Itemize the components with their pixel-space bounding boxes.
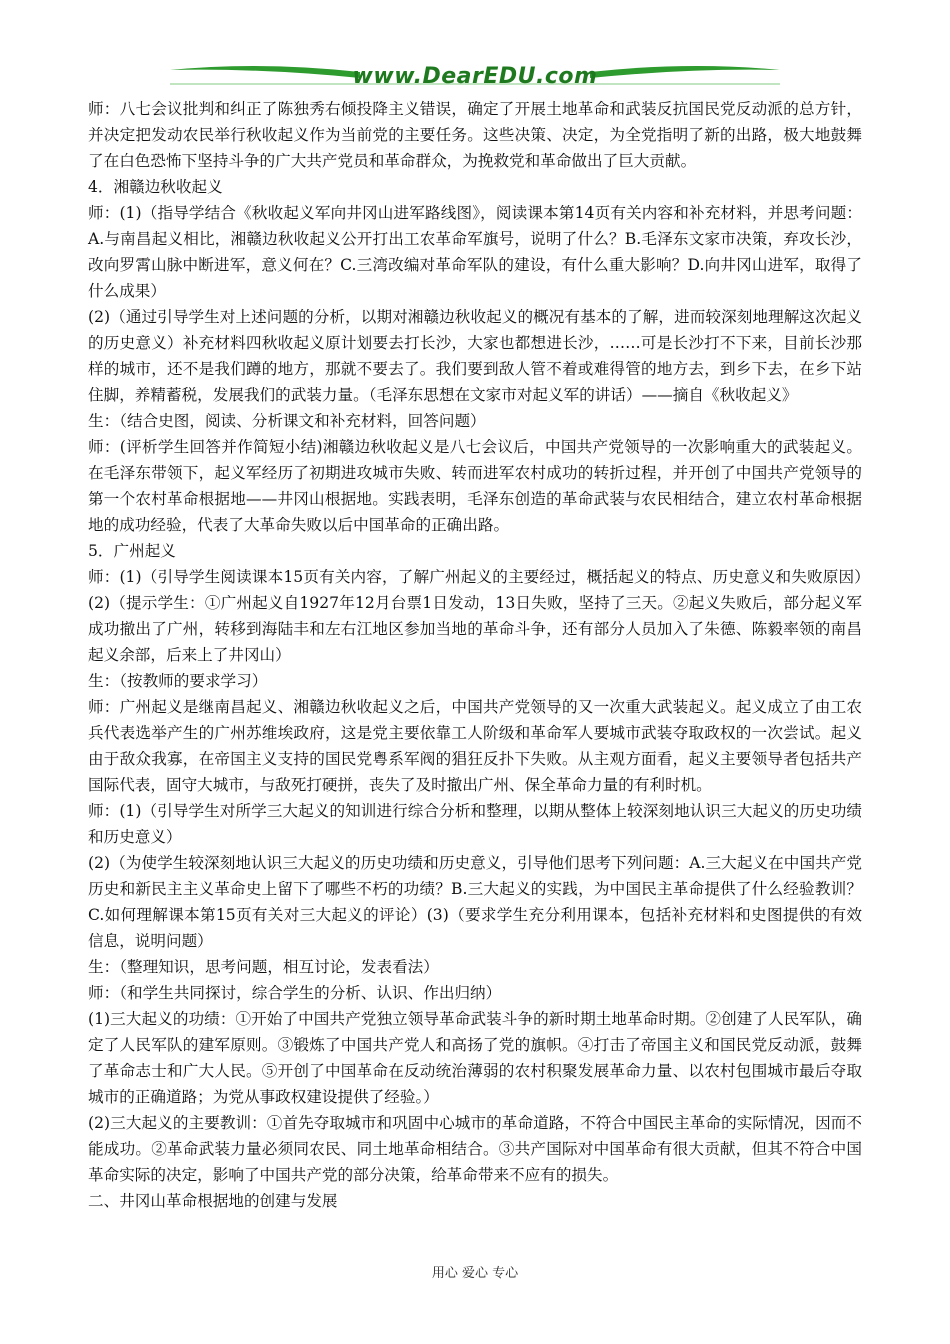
page-footer: 用心 爱心 专心 [431,1266,519,1281]
section-heading: 5．广州起义 [88,542,176,560]
paragraph: 生：（结合史图，阅读、分析课文和补充材料，回答问题） [88,412,486,430]
paragraph: (1)三大起义的功绩：①开始了中国共产党独立领导革命武装斗争的新时期土地革命时期。②创建了人民军队，确定了人民军队的建军原则。③锻炼了中国共产党人和高扬了党的旗帜。④打击了帝国主义和国民党反动派，鼓舞了革命志士和广大人民。⑤开创了中国革命在反动统治薄弱的农村积聚发展革命力量、以农村包围城市最后夺取城市的正确道路；为党从事政权建设提供了经验。） [88,1010,862,1106]
paragraph: 师：(1)（指导学结合《秋收起义军向井冈山进军路线图》，阅读课本第14页有关内容和补充材料，并思考问题：A.与南昌起义相比，湘赣边秋收起义公开打出工农革命军旗号，说明了什么？B.毛泽东文家市决策，弃攻长沙，改向罗霄山脉中断进军，意义何在？C.三湾改编对革命军队的建设，有什么重大影响？D.向井冈山进军，取得了什么成果） [88,204,862,300]
paragraph: 生：（按教师的要求学习） [88,672,268,690]
paragraph: (2)（为使学生较深刻地认识三大起义的历史功绩和历史意义，引导他们思考下列问题：A.三大起义在中国共产党历史和新民主主义革命史上留下了哪些不朽的功绩？B.三大起义的实践，为中国民主革命提供了什么经验教训？C.如何理解课本第15页有关对三大起义的评论）(3)（要求学生充分利用课本，包括补充材料和史图提供的有效信息，说明问题） [88,854,862,950]
document-body [88,96,862,1214]
paragraph: 生：（整理知识，思考问题，相互讨论，发表看法） [88,958,439,976]
section-heading: 4．湘赣边秋收起义 [88,178,223,196]
paragraph: 师：(评析学生回答并作简短小结)湘赣边秋收起义是八七会议后，中国共产党领导的一次影响重大的武装起义。在毛泽东带领下，起义军经历了初期进攻城市失败、转而进军农村成功的转折过程，并开创了中国共产党领导的第一个农村革命根据地——井冈山根据地。实践表明，毛泽东创造的革命武装与农民相结合，建立农村革命根据地的成功经验，代表了大革命失败以后中国革命的正确出路。 [88,438,862,534]
paragraph: 师：(1)（引导学生阅读课本15页有关内容，了解广州起义的主要经过，概括起义的特点、历史意义和失败原因）(2)（提示学生：①广州起义自1927年12月台票1日发动，13日失败，坚持了三天。②起义失败后，部分起义军成功撤出了广州，转移到海陆丰和左右江地区参加当地的革命斗争，还有部分人员加入了朱德、陈毅率领的南昌起义余部，后来上了井冈山） [88,568,862,664]
section-heading: 二、井冈山革命根据地的创建与发展 [88,1192,338,1210]
header-banner [170,58,780,98]
paragraph: (2)三大起义的主要教训：①首先夺取城市和巩固中心城市的革命道路，不符合中国民主革命的实际情况，因而不能成功。②革命武装力量必须同农民、同土地革命相结合。③共产国际对中国革命有很大贡献，但其不符合中国革命实际的决定，影响了中国共产党的部分决策，给革命带来不应有的损失。 [88,1114,862,1184]
paragraph: 师：(1)（引导学生对所学三大起义的知训进行综合分析和整理，以期从整体上较深刻地认识三大起义的历史功绩和历史意义） [88,802,862,846]
paragraph: (2)（通过引导学生对上述问题的分析，以期对湘赣边秋收起义的概况有基本的了解，进而较深刻地理解这次起义的历史意义）补充材料四秋收起义原计划要去打长沙，大家也都想进长沙，……可是长沙打不下来，目前长沙那样的城市，还不是我们蹲的地方，那就不要去了。我们要到敌人管不着或难得管的地方去，到乡下去，在乡下站住脚，养精蓄税，发展我们的武装力量。（毛泽东思想在文家市对起义军的讲话）——摘自《秋收起义》 [88,308,862,404]
site-logo: www.DearEDU.com [352,64,598,89]
paragraph: 师：广州起义是继南昌起义、湘赣边秋收起义之后，中国共产党领导的又一次重大武装起义。起义成立了由工农兵代表选举产生的广州苏维埃政府，这是党主要依靠工人阶级和革命军人要城市武装夺取政权的一次尝试。起义由于敌众我寡，在帝国主义支持的国民党粤系军阀的猖狂反扑下失败。从主观方面看，起义主要领导者包括共产国际代表，固守大城市，与敌死打硬拼，丧失了及时撤出广州、保全革命力量的有利时机。 [88,698,862,794]
paragraph: 师：八七会议批判和纠正了陈独秀右倾投降主义错误，确定了开展土地革命和武装反抗国民党反动派的总方针，并决定把发动农民举行秋收起义作为当前党的主要任务。这些决策、决定，为全党指明了新的出路，极大地鼓舞了在白色恐怖下坚持斗争的广大共产党员和革命群众，为挽救党和革命做出了巨大贡献。 [88,100,862,170]
paragraph: 师：（和学生共同探讨，综合学生的分析、认识、作出归纳） [88,984,502,1002]
